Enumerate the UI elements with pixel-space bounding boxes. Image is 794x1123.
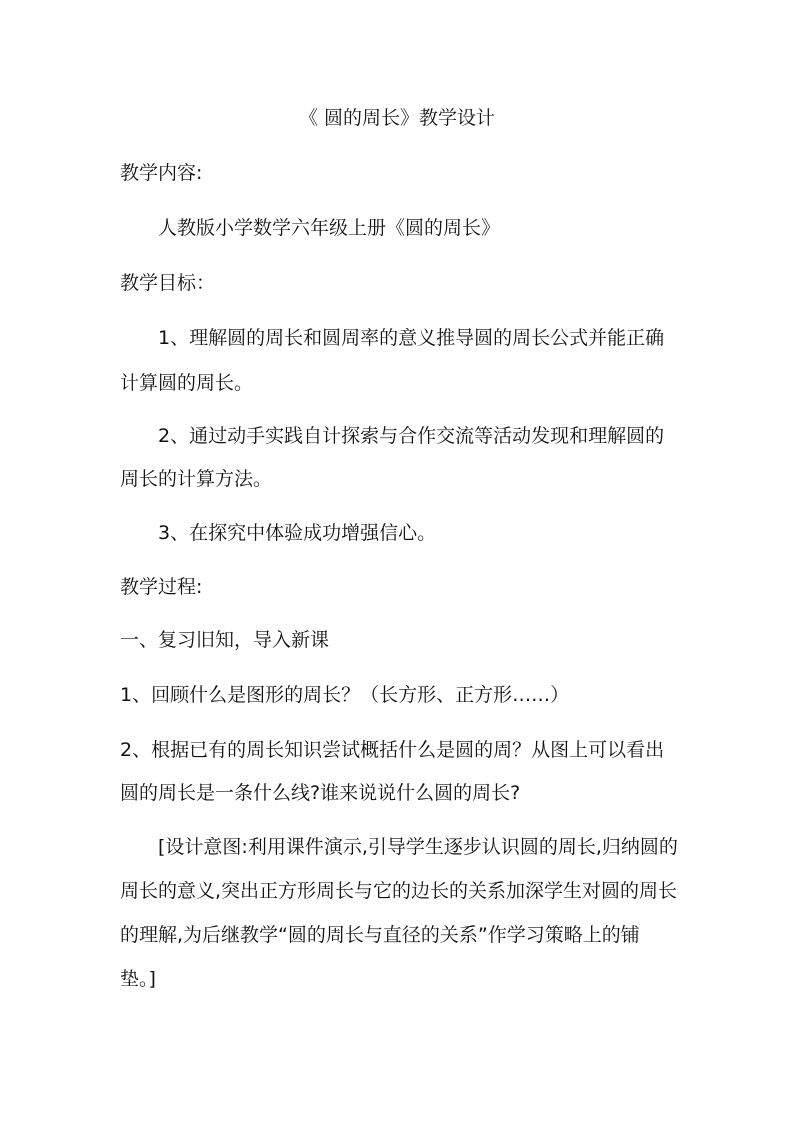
teaching-content-text: 人教版小学数学六年级上册《圆的周长》 xyxy=(158,217,501,239)
teaching-content-heading: 教学内容: xyxy=(120,162,203,184)
teaching-process-heading: 教学过程: xyxy=(120,576,203,598)
goal-1-line-2: 计算圆的周长。 xyxy=(120,372,254,394)
goal-2-line-1: 2、通过动手实践自计探索与合作交流等活动发现和理解圆的 xyxy=(158,425,665,447)
part-1-heading: 一、复习旧知，导入新课 xyxy=(120,629,330,651)
design-intent-line-1: [设计意图:利用课件演示,引导学生逐步认识圆的周长,归纳圆的 xyxy=(158,836,678,858)
step-2-line-1: 2、根据已有的周长知识尝试概括什么是圆的周？从图上可以看出 xyxy=(120,739,665,761)
design-intent-line-2: 周长的意义,突出正方形周长与它的边长的关系加深学生对圆的周长 xyxy=(120,880,678,902)
document-title: 《 圆的周长》教学设计 xyxy=(298,107,496,129)
design-intent-line-4: 垫。] xyxy=(120,968,156,990)
step-1: 1、回顾什么是图形的周长？（长方形、正方形……） xyxy=(120,684,570,706)
goal-3: 3、在探究中体验成功增强信心。 xyxy=(158,522,437,544)
teaching-goals-heading: 教学目标： xyxy=(120,272,216,294)
design-intent-line-3: 的理解,为后继教学“圆的周长与直径的关系”作学习策略上的铺 xyxy=(120,924,640,946)
goal-2-line-2: 周长的计算方法。 xyxy=(120,468,273,490)
step-2-line-2: 圆的周长是一条什么线?谁来说说什么圆的周长? xyxy=(120,782,521,804)
goal-1-line-1: 1、理解圆的周长和圆周率的意义推导圆的周长公式并能正确 xyxy=(158,327,665,349)
